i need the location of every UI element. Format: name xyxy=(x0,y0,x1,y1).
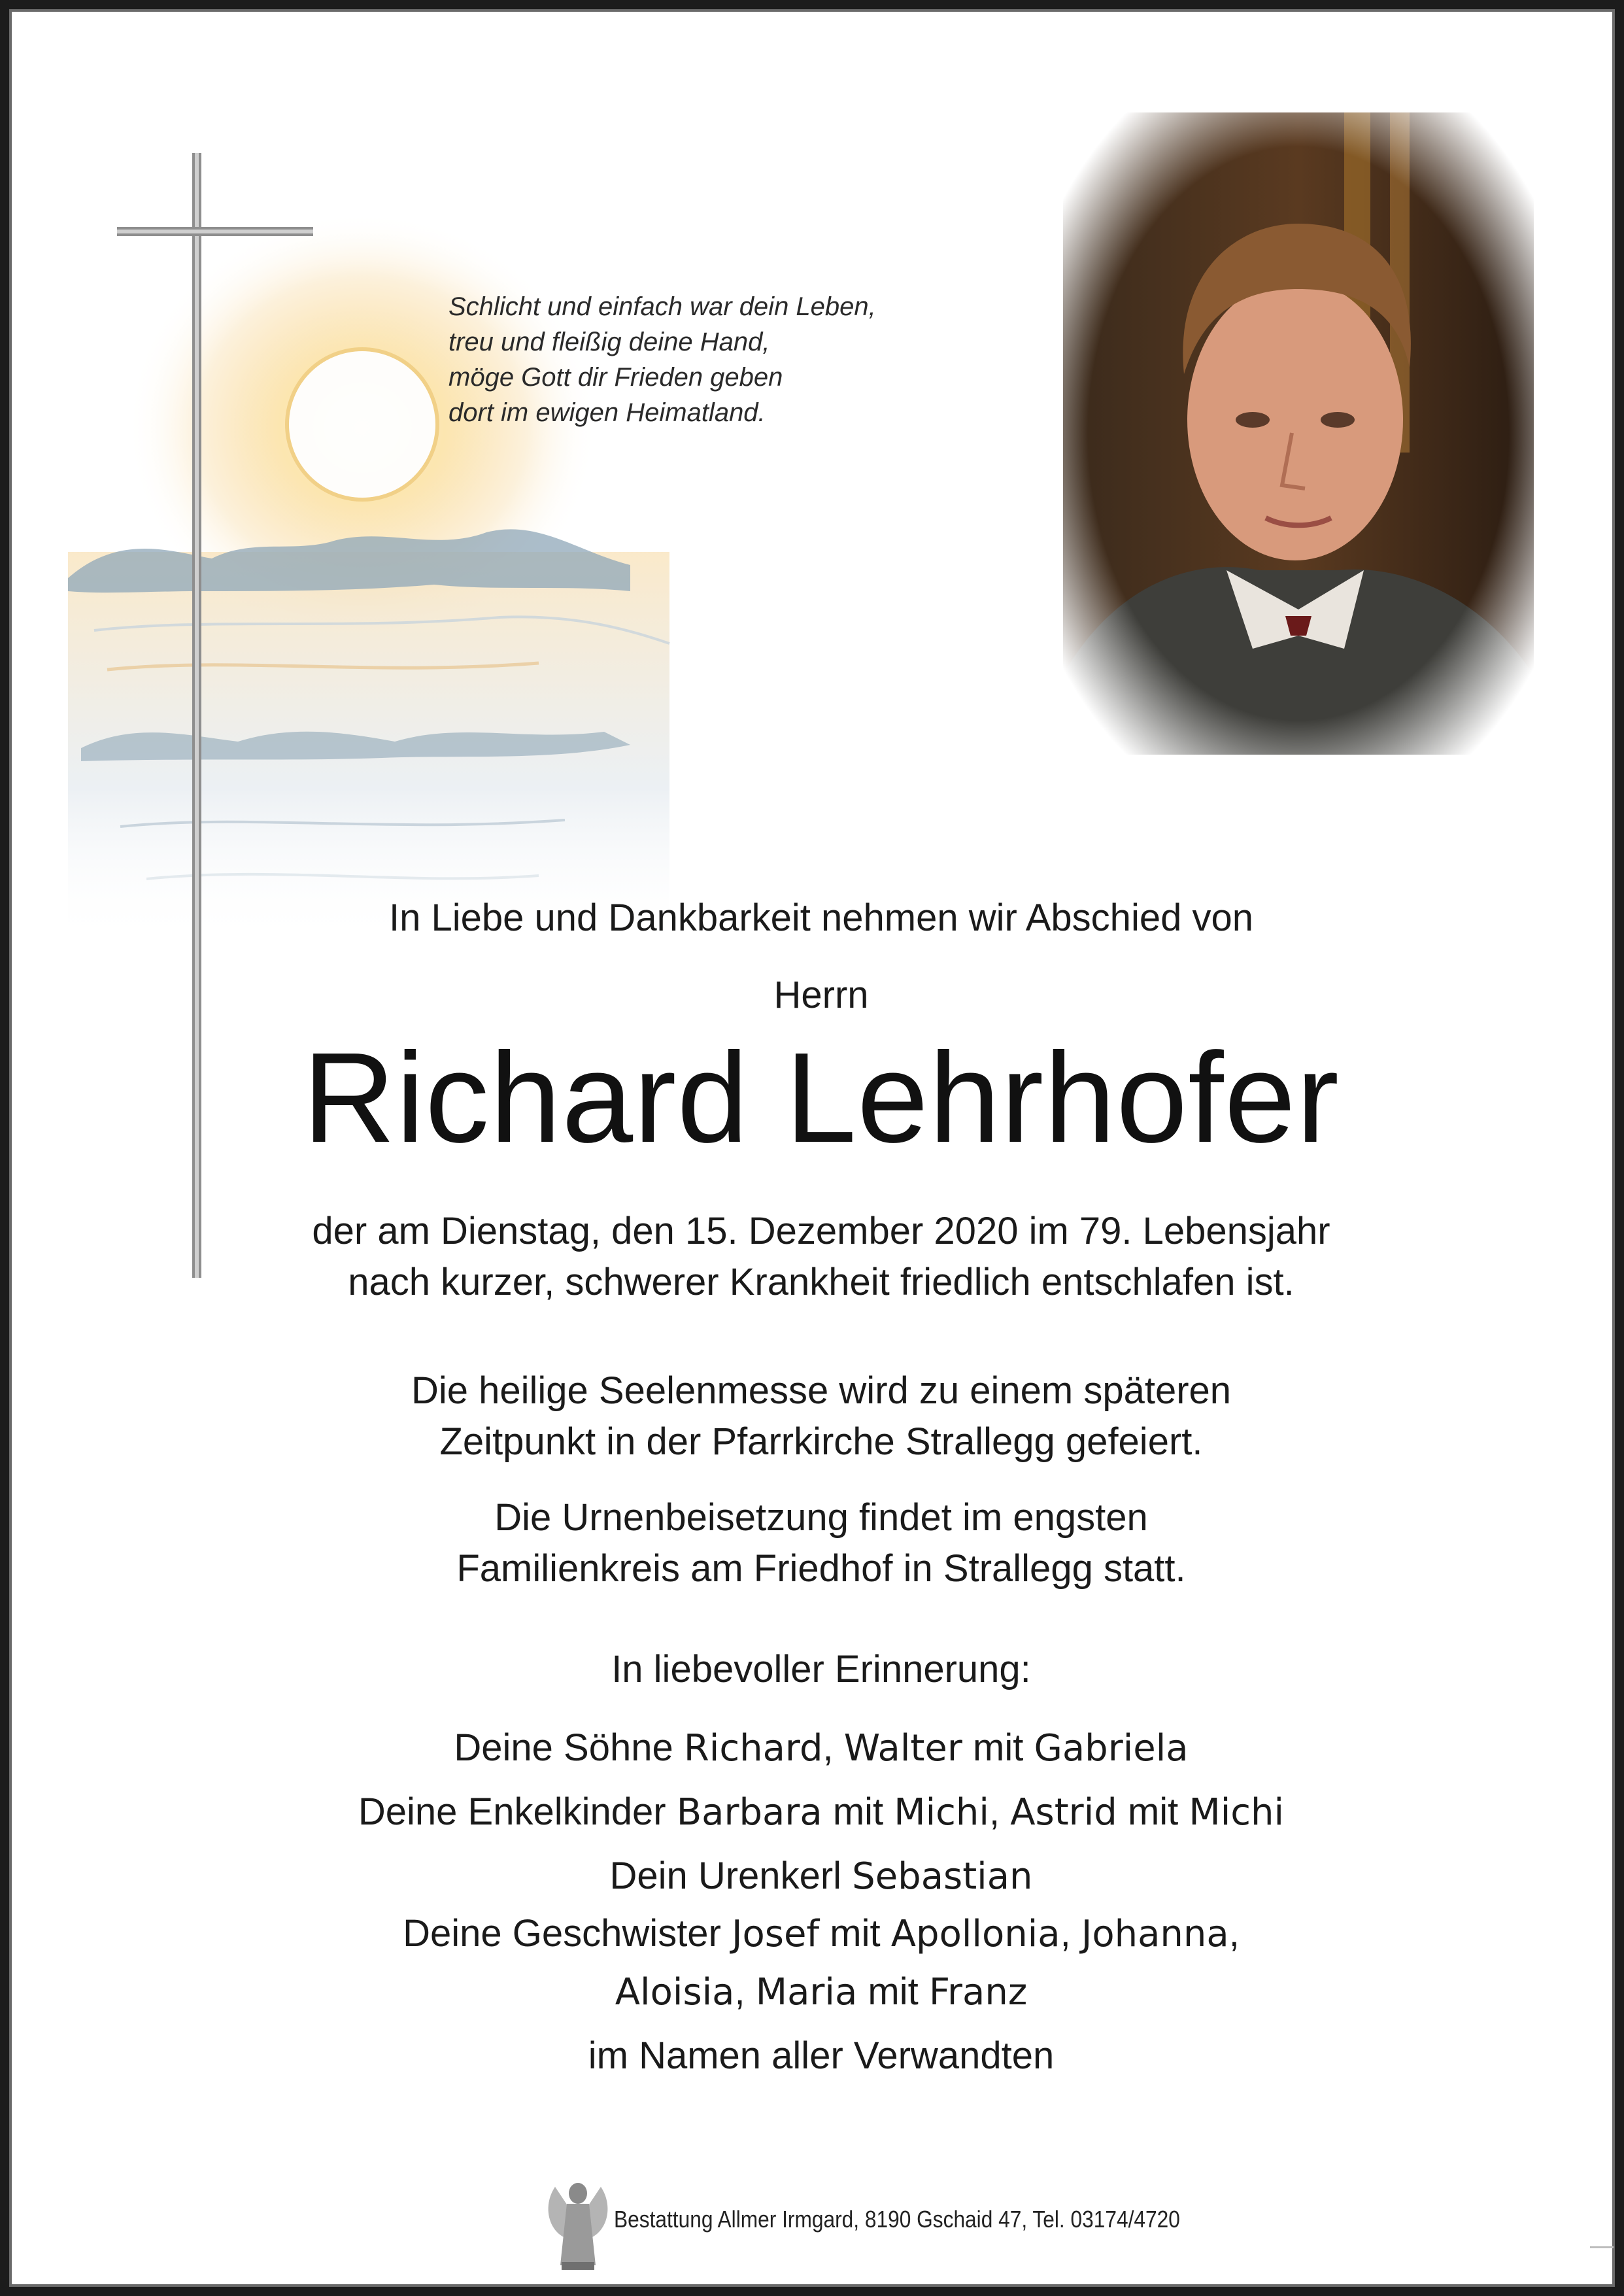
intro-line: In Liebe und Dankbarkeit nehmen wir Abschied von xyxy=(389,897,1253,939)
son-name: Richard xyxy=(683,1727,823,1770)
poem-line: dort im ewigen Heimatland. xyxy=(448,398,766,427)
sibling-name: Josef xyxy=(732,1913,820,1955)
conjunction: mit xyxy=(1127,1791,1179,1833)
mass-notice xyxy=(9,1365,1624,1467)
portrait-photo xyxy=(1063,112,1534,755)
great-grandchild-label: Dein Urenkerl xyxy=(609,1855,842,1897)
family-list xyxy=(9,1716,1624,2087)
partner-name: Michi xyxy=(1189,1791,1285,1834)
son-name: Walter xyxy=(843,1727,962,1770)
poem-line: Schlicht und einfach war dein Leben, xyxy=(448,292,876,321)
family-row-siblings-cont xyxy=(9,1960,1624,2024)
deceased-name: Richard Lehrhofer xyxy=(303,1026,1340,1169)
death-notice-line: nach kurzer, schwerer Krankheit friedlich entschlafen ist. xyxy=(348,1261,1294,1303)
urn-notice xyxy=(9,1492,1624,1594)
separator: , xyxy=(1228,1912,1240,1955)
angel-icon xyxy=(542,2167,614,2272)
memory-heading: In liebevoller Erinnerung: xyxy=(611,1648,1031,1690)
grandchildren-label: Deine Enkelkinder xyxy=(358,1791,666,1833)
conjunction: mit xyxy=(973,1726,1024,1769)
poem-line: treu und fleißig deine Hand, xyxy=(448,328,770,356)
memorial-poem xyxy=(448,289,1037,430)
partner-name: Gabriela xyxy=(1034,1727,1189,1770)
family-row-grandchildren xyxy=(9,1780,1624,1844)
family-closing: im Namen aller Verwandten xyxy=(588,2034,1055,2077)
print-code-mark xyxy=(1590,2246,1614,2250)
sibling-name: Aloisia xyxy=(615,1971,735,2013)
sibling-name: Maria xyxy=(755,1971,858,2013)
salutation: Herrn xyxy=(773,974,869,1016)
family-row-great-grandchild xyxy=(9,1844,1624,1908)
conjunction: mit xyxy=(868,1970,919,2013)
conjunction: mit xyxy=(830,1912,881,1955)
siblings-label: Deine Geschwister xyxy=(403,1912,721,1955)
mass-notice-line: Zeitpunkt in der Pfarrkirche Strallegg gefeiert. xyxy=(439,1420,1203,1463)
separator: , xyxy=(734,1970,745,2013)
separator: , xyxy=(822,1726,834,1769)
poem-line: möge Gott dir Frieden geben xyxy=(448,363,783,392)
family-row-siblings xyxy=(9,1908,1624,1960)
great-grandchild-name: Sebastian xyxy=(852,1855,1033,1898)
conjunction: mit xyxy=(832,1791,884,1833)
death-notice-line: der am Dienstag, den 15. Dezember 2020 im 79. Lebensjahr xyxy=(312,1210,1330,1252)
death-notice xyxy=(9,1206,1624,1308)
family-row-sons xyxy=(9,1716,1624,1780)
partner-name: Franz xyxy=(928,1971,1028,2013)
grandchild-name: Barbara xyxy=(676,1791,822,1834)
sons-label: Deine Söhne xyxy=(454,1726,673,1769)
mass-notice-line: Die heilige Seelenmesse wird zu einem späteren xyxy=(411,1369,1232,1412)
urn-notice-line: Die Urnenbeisetzung findet im engsten xyxy=(494,1496,1148,1539)
grandchild-name: Astrid xyxy=(1010,1791,1117,1834)
funeral-home-info: Bestattung Allmer Irmgard, 8190 Gschaid 47, Tel. 03174/4720 xyxy=(614,2206,1180,2233)
separator: , xyxy=(1060,1912,1071,1955)
separator: , xyxy=(989,1791,1000,1833)
urn-notice-line: Familienkreis am Friedhof in Strallegg statt. xyxy=(456,1547,1186,1590)
sibling-name: Johanna xyxy=(1081,1913,1229,1955)
partner-name: Michi xyxy=(894,1791,989,1834)
partner-name: Apollonia xyxy=(890,1913,1060,1955)
